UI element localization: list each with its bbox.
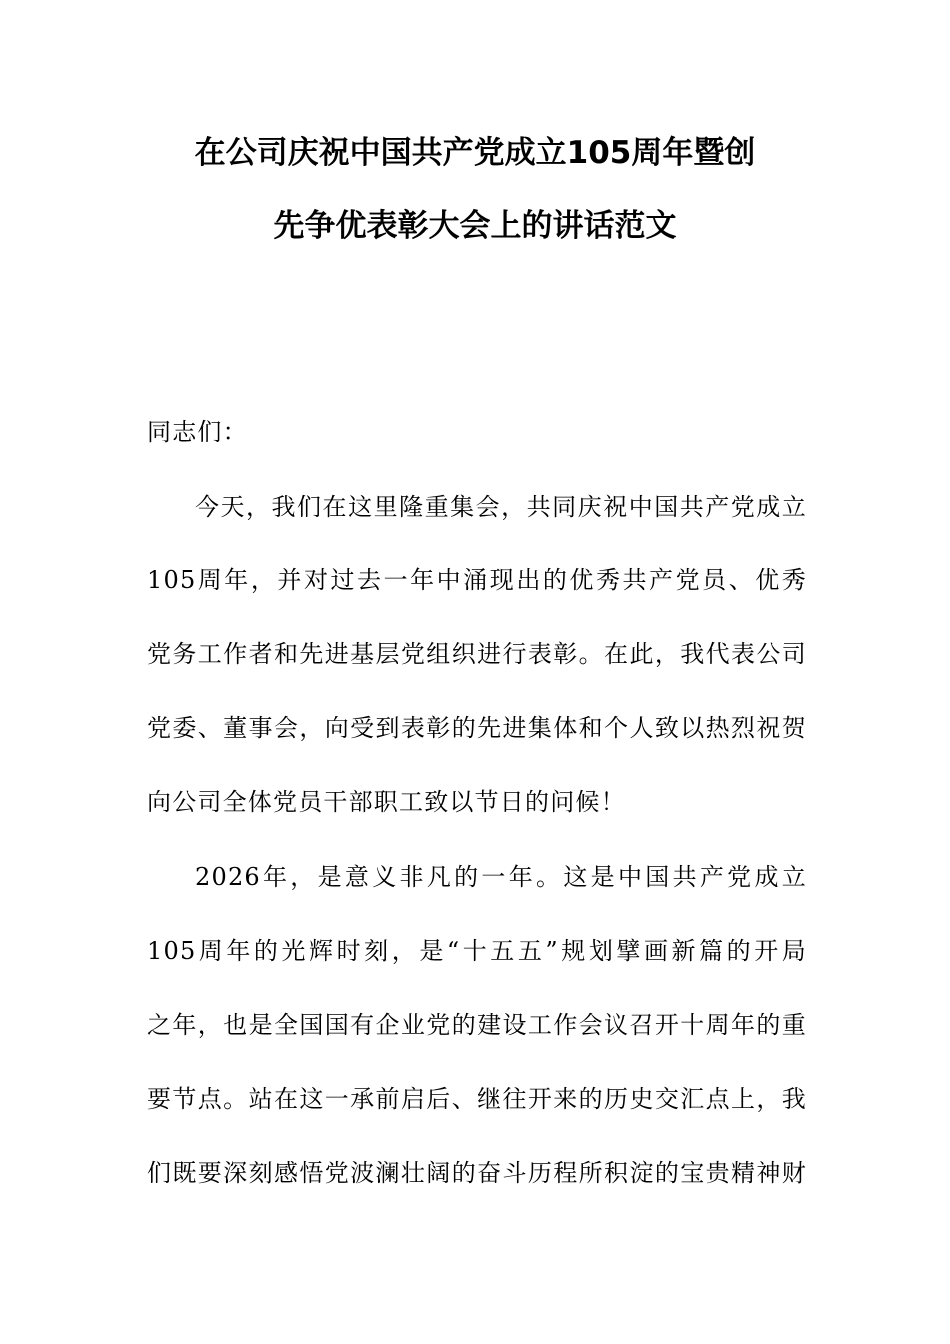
paragraph-1-line-5: 向公司全体党员干部职工致以节日的问候！ <box>147 788 626 816</box>
paragraph-1-line-4: 党委、董事会，向受到表彰的先进集体和个人致以热烈祝贺 <box>147 714 807 742</box>
paragraph-2-line-2: 105周年的光辉时刻，是“十五五”规划擘画新篇的开局 <box>147 937 807 965</box>
paragraph-1-line-3: 党务工作者和先进基层党组织进行表彰。在此，我代表公司 <box>147 640 807 668</box>
paragraph-2-line-4: 要节点。站在这一承前启后、继往开来的历史交汇点上，我 <box>147 1085 807 1113</box>
salutation: 同志们： <box>147 418 248 446</box>
document-title-line-1: 在公司庆祝中国共产党成立105周年暨创 <box>194 135 756 171</box>
paragraph-2-line-3: 之年，也是全国国有企业党的建设工作会议召开十周年的重 <box>147 1011 807 1039</box>
paragraph-2-line-1: 2026年，是意义非凡的一年。这是中国共产党成立 <box>195 863 807 891</box>
paragraph-2-line-5: 们既要深刻感悟党波澜壮阔的奋斗历程所积淀的宝贵精神财 <box>147 1159 807 1187</box>
paragraph-1-line-2: 105周年，并对过去一年中涌现出的优秀共产党员、优秀 <box>147 566 807 594</box>
document-title-line-2: 先争优表彰大会上的讲话范文 <box>273 208 677 244</box>
paragraph-1-line-1: 今天，我们在这里隆重集会，共同庆祝中国共产党成立 <box>195 493 807 521</box>
